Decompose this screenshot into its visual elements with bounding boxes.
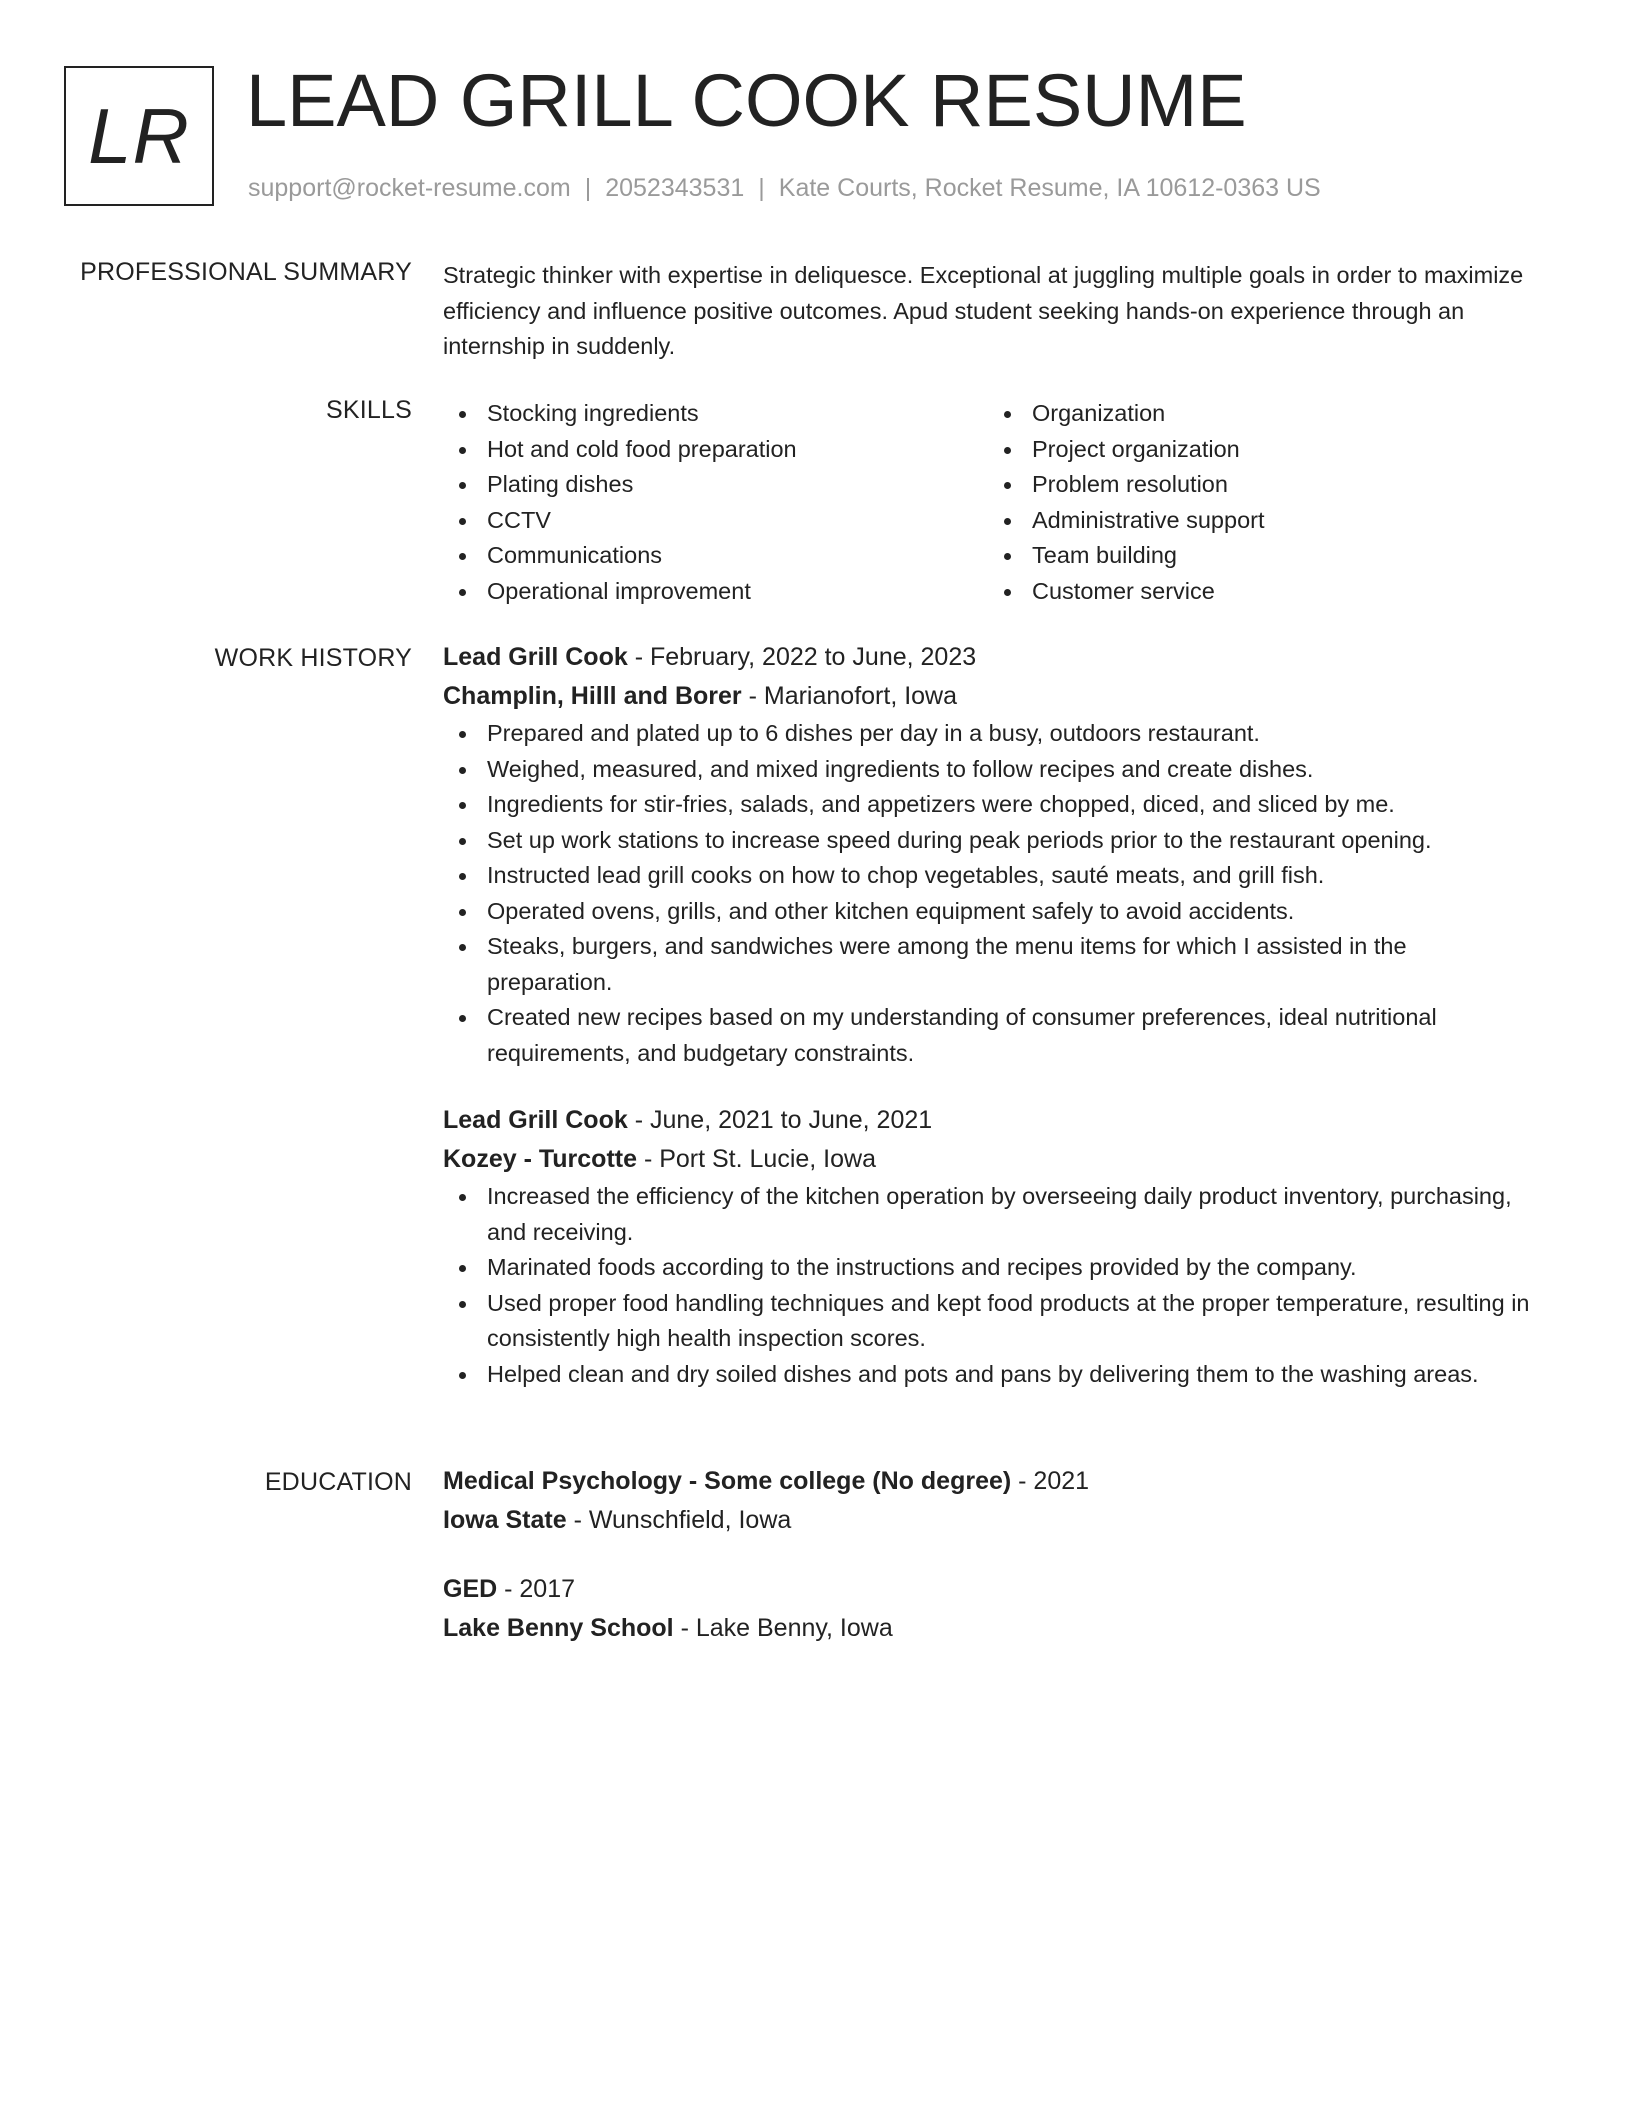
job-bullet: Prepared and plated up to 6 dishes per day in a busy, outdoors restaurant. — [443, 716, 1533, 752]
skills-body — [443, 396, 1533, 609]
skills-list-right — [988, 396, 1488, 609]
job-bullet-list — [443, 1179, 1533, 1392]
education-location: - Wunschfield, Iowa — [566, 1506, 792, 1534]
contact-email[interactable]: support@rocket-resume.com — [248, 174, 571, 202]
job-bullet: Helped clean and dry soiled dishes and pots and pans by delivering them to the washing areas. — [443, 1357, 1533, 1393]
summary-text: Strategic thinker with expertise in deliquesce. Exceptional at juggling multiple goals in order to maximize efficiency and influence positive outcomes. Apud student seeking hands-on experience through an internship in suddenly. — [443, 262, 1524, 359]
education-location: - Lake Benny, Iowa — [673, 1614, 893, 1642]
section-label-work-history: WORK HISTORY — [214, 644, 412, 672]
skill-item: Team building — [988, 538, 1488, 574]
section-label-education: EDUCATION — [264, 1468, 412, 1496]
education-year: - 2017 — [497, 1575, 576, 1603]
education-year: - 2021 — [1011, 1467, 1090, 1495]
summary-body — [443, 258, 1533, 365]
section-label-summary: PROFESSIONAL SUMMARY — [80, 258, 412, 286]
skill-item: Organization — [988, 396, 1488, 432]
job-bullet: Weighed, measured, and mixed ingredients to follow recipes and create dishes. — [443, 752, 1533, 788]
job-bullet: Created new recipes based on my understanding of consumer preferences, ideal nutritional requirements, and budgetary constraints. — [443, 1000, 1533, 1071]
skill-item: Operational improvement — [443, 574, 988, 610]
contact-separator: | — [584, 174, 592, 202]
job-dates: - February, 2022 to June, 2023 — [627, 643, 977, 671]
job-bullet: Marinated foods according to the instructions and recipes provided by the company. — [443, 1250, 1533, 1286]
job-location: - Marianofort, Iowa — [741, 682, 958, 710]
skill-item: Stocking ingredients — [443, 396, 988, 432]
job-entry — [443, 638, 1533, 1071]
job-location: - Port St. Lucie, Iowa — [637, 1145, 876, 1173]
education-degree: Medical Psychology - Some college (No degree) — [443, 1467, 1012, 1495]
section-label-skills: SKILLS — [326, 396, 412, 424]
job-title-line — [443, 1101, 1533, 1140]
education-degree: GED — [443, 1575, 498, 1603]
job-company: Kozey - Turcotte — [443, 1145, 637, 1173]
job-dates: - June, 2021 to June, 2021 — [627, 1106, 933, 1134]
contact-phone[interactable]: 2052343531 — [605, 174, 745, 202]
skill-item: Administrative support — [988, 503, 1488, 539]
skill-item: Customer service — [988, 574, 1488, 610]
job-bullet: Increased the efficiency of the kitchen operation by overseeing daily product inventory, purchasing, and receiving. — [443, 1179, 1533, 1250]
resume-title: LEAD GRILL COOK RESUME — [246, 59, 1247, 142]
education-body — [443, 1462, 1533, 1648]
skill-item: Problem resolution — [988, 467, 1488, 503]
job-company: Champlin, Hilll and Borer — [443, 682, 742, 710]
job-bullet: Ingredients for stir-fries, salads, and appetizers were chopped, diced, and sliced by me. — [443, 787, 1533, 823]
education-school: Lake Benny School — [443, 1614, 674, 1642]
education-entry — [443, 1462, 1533, 1540]
education-school-line — [443, 1609, 1533, 1648]
job-bullet: Instructed lead grill cooks on how to chop vegetables, sauté meats, and grill fish. — [443, 858, 1533, 894]
job-bullet: Operated ovens, grills, and other kitchen equipment safely to avoid accidents. — [443, 894, 1533, 930]
job-entry — [443, 1101, 1533, 1392]
job-title: Lead Grill Cook — [443, 643, 628, 671]
contact-address: Kate Courts, Rocket Resume, IA 10612-0363 US — [778, 174, 1321, 202]
education-degree-line — [443, 1570, 1533, 1609]
monogram-logo: LR — [64, 66, 214, 206]
job-title-line — [443, 638, 1533, 677]
education-degree-line — [443, 1462, 1533, 1501]
skill-item: Communications — [443, 538, 988, 574]
education-entry — [443, 1570, 1533, 1648]
skill-item: Hot and cold food preparation — [443, 432, 988, 468]
job-title: Lead Grill Cook — [443, 1106, 628, 1134]
skill-item: Project organization — [988, 432, 1488, 468]
job-bullet: Used proper food handling techniques and kept food products at the proper temperature, resulting in consistently high health inspection scores. — [443, 1286, 1533, 1357]
skill-item: Plating dishes — [443, 467, 988, 503]
education-school: Iowa State — [443, 1506, 567, 1534]
job-company-line — [443, 677, 1533, 716]
job-company-line — [443, 1140, 1533, 1179]
contact-line — [248, 174, 1321, 203]
education-school-line — [443, 1501, 1533, 1540]
contact-separator: | — [758, 174, 765, 202]
job-bullet: Set up work stations to increase speed during peak periods prior to the restaurant opening. — [443, 823, 1533, 859]
job-bullet-list — [443, 716, 1533, 1071]
skill-item: CCTV — [443, 503, 988, 539]
skills-list-left — [443, 396, 988, 609]
work-history-body — [443, 638, 1533, 1392]
job-bullet: Steaks, burgers, and sandwiches were among the menu items for which I assisted in the preparation. — [443, 929, 1533, 1000]
